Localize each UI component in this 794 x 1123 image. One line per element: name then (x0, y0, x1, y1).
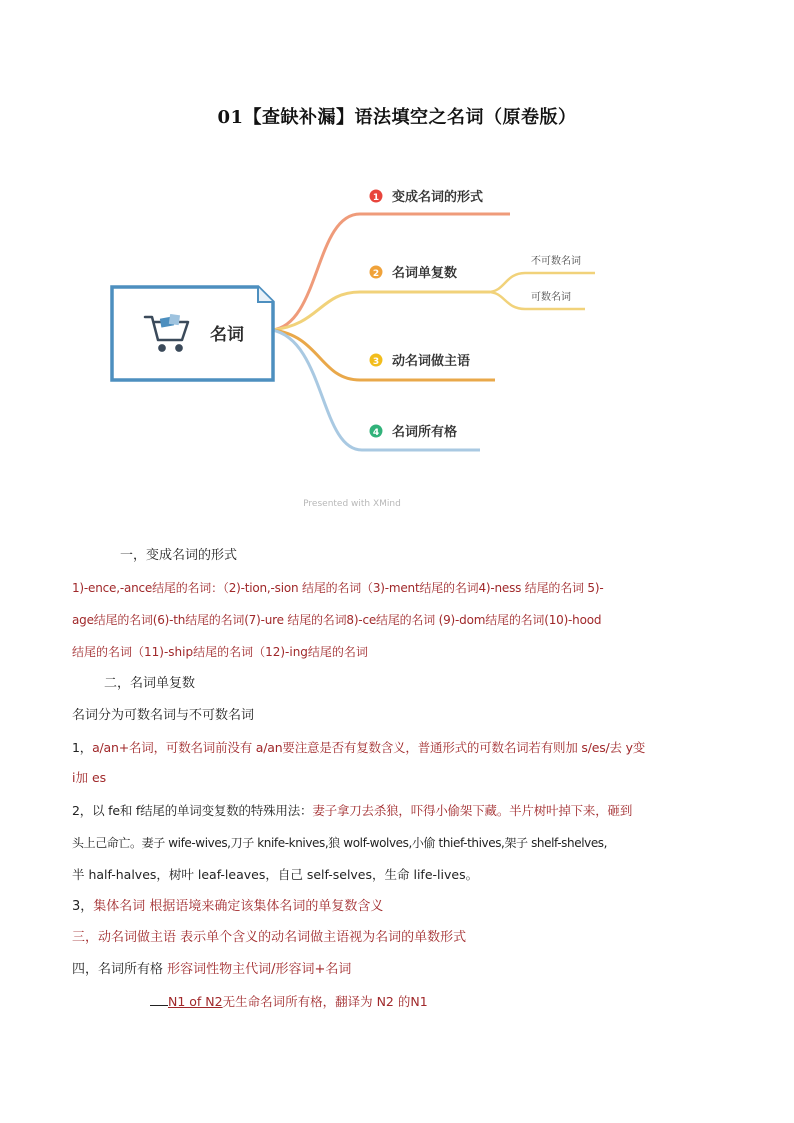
section-2-heading: 二，名词单复数 (104, 676, 196, 691)
page-title: 01【查缺补漏】语法填空之名词（原卷版） (217, 107, 577, 128)
point-2-line-2: 头上己命亡。妻子 wife-wives,刀子 knife-knives,狼 wolf-wolves,小偷 thief-thives,架子 shelf-shelves, (72, 836, 608, 850)
section-1-line-2: age结尾的名词(6)-th结尾的名词(7)-ure 结尾的名词8)-ce结尾的名词 (9)-dom结尾的名词(10)-hood (72, 613, 602, 627)
section-4-heading: 四，名词所有格 (72, 962, 168, 977)
point-2-rule: 以 fe和 f结尾的单词变复数的特殊用法： (92, 803, 313, 818)
point-1-line-1 (72, 738, 732, 758)
point-1-text: a/an+名词，可数名词前没有 a/an要注意是否有复数含义，普通形式的可数名词若有则加 s/es/去 y变 (92, 740, 646, 755)
possessive-explanation: 无生命名词所有格，翻译为 N2 的N1 (222, 994, 428, 1009)
point-2-rhyme: 妻子拿刀去杀狼，吓得小偷架下藏。半片树叶掉下来，砸到 (312, 803, 633, 818)
sub-branch-line-a (488, 273, 595, 292)
section-1-line-1: 1)-ence,-ance结尾的名词：（2)-tion,-sion 结尾的名词（3)-ment结尾的名词4)-ness 结尾的名词 5)- (72, 581, 604, 595)
central-node (112, 287, 273, 380)
mind-map (0, 170, 794, 520)
sub-branch-uncountable: 不可数名词 (531, 256, 581, 267)
section-1-line-3: 结尾的名词（11)-ship结尾的名词（12)-ing结尾的名词 (72, 645, 368, 659)
branch-4-number: 4 (372, 428, 380, 438)
branch-line-1 (272, 214, 510, 330)
point-3-line (72, 897, 732, 917)
branch-1-number: 1 (372, 193, 380, 203)
section-3-line (72, 928, 732, 948)
branch-2-label: 名词单复数 (392, 266, 458, 281)
branch-4-label: 名词所有格 (392, 425, 458, 440)
point-2-line-3: 半 half-halves，树叶 leaf-leaves，自己 self-selves，生命 life-lives。 (72, 867, 479, 882)
section-1-heading: 一，变成名词的形式 (120, 548, 238, 563)
sub-branch-countable: 可数名词 (531, 292, 571, 303)
xmind-watermark: Presented with XMind (303, 499, 401, 509)
possessive-pattern: N1 of N2 (168, 994, 223, 1009)
point-3-prefix: 3， (72, 899, 94, 914)
point-2-line-1 (72, 801, 732, 821)
blank-underline (150, 993, 168, 1006)
section-3-text: 表示单个含义的动名词做主语视为名词的单数形式 (180, 930, 467, 945)
branch-3-label: 动名词做主语 (392, 354, 471, 369)
point-2-prefix: 2， (72, 803, 93, 818)
possessive-example-line (150, 992, 794, 1012)
point-1-line-2: i加 es (72, 770, 107, 785)
section-4-line (72, 960, 732, 980)
section-4-text: 形容词性物主代词/形容词+名词 (167, 962, 352, 977)
branch-3-number: 3 (372, 357, 380, 367)
branch-1-label: 变成名词的形式 (392, 190, 484, 205)
central-label: 名词 (210, 325, 244, 345)
point-1-prefix: 1， (72, 740, 93, 755)
section-2-intro: 名词分为可数名词与不可数名词 (72, 708, 255, 723)
point-3-text: 集体名词 根据语境来确定该集体名词的单复数含义 (93, 899, 384, 914)
section-3-heading: 三，动名词做主语 (72, 930, 181, 945)
branch-2-number: 2 (372, 269, 380, 279)
